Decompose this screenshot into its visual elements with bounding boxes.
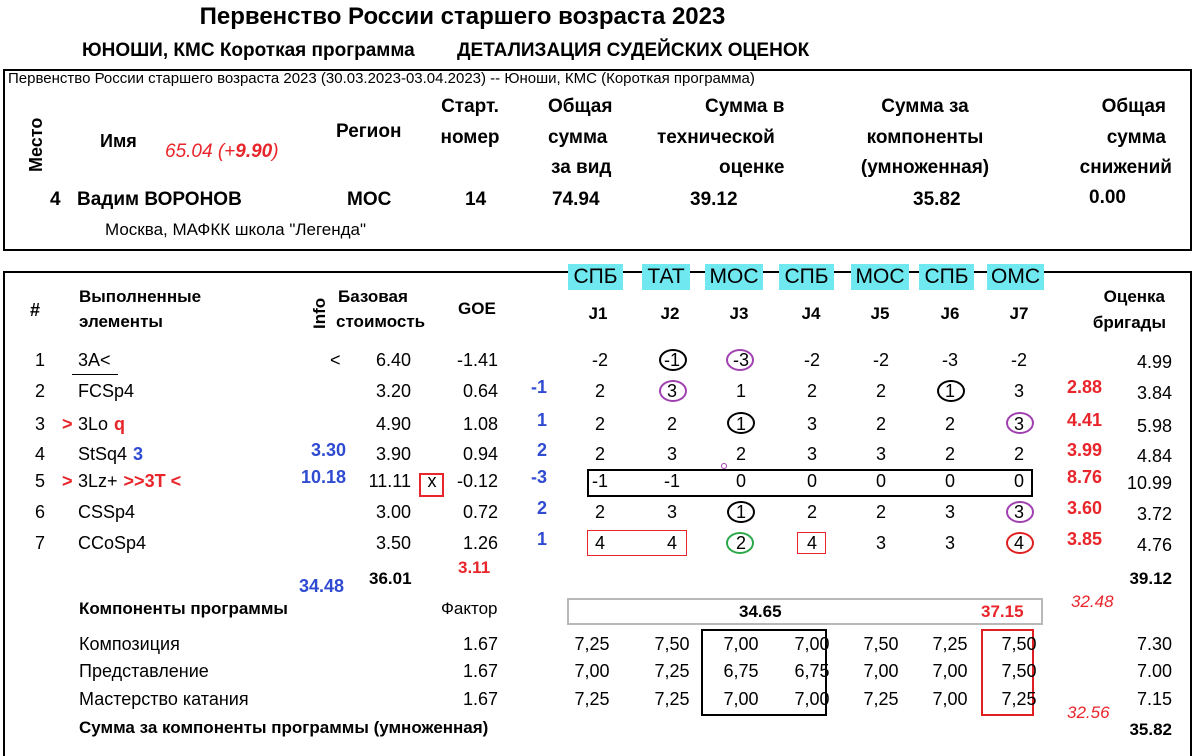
page-subtitle-right: ДЕТАЛИЗАЦИЯ СУДЕЙСКИХ ОЦЕНОК <box>457 40 810 61</box>
judge-score-j7: 0 <box>1013 471 1024 491</box>
element-goe: -0.12 <box>456 471 498 491</box>
judge-label-5: J5 <box>870 304 890 323</box>
judge-score-j2: 3 <box>666 444 677 464</box>
judge-score-j7: 3 <box>1013 414 1024 434</box>
score-annotation <box>165 141 279 163</box>
element-panel: 5.98 <box>1136 416 1172 436</box>
element-number: 3 <box>35 414 46 434</box>
judge-score-j2: -1 <box>663 350 680 370</box>
row1-j3-circle <box>726 349 754 371</box>
components-note-bottom: 32.56 <box>1067 703 1110 722</box>
element-name <box>62 502 141 523</box>
component-factor: 1.67 <box>462 689 498 709</box>
element-code: CCoSp4 <box>78 533 147 553</box>
judge-score-j5: 3 <box>875 533 886 553</box>
judge-score-j3: 2 <box>735 533 746 553</box>
skater-total: 74.94 <box>552 189 600 210</box>
score-annotation-prefix: 65.04 (+ <box>165 141 236 162</box>
page-subtitle-left: ЮНОШИ, КМС Короткая программа <box>82 40 415 61</box>
judge-score-j6: 2 <box>944 444 955 464</box>
col-total-header-2: сумма <box>548 127 608 148</box>
component-score-j3: 6,75 <box>723 661 759 681</box>
page-title: Первенство России старшего возраста 2023 <box>199 3 726 30</box>
element-number: 6 <box>35 502 46 522</box>
skater-region: МОС <box>347 189 392 210</box>
component-score-j5: 7,00 <box>863 661 899 681</box>
event-line: Первенство России старшего возраста 2023 (30.03.2023-03.04.2023) -- Юноши, КМС (Короткая программа) <box>8 70 755 87</box>
judge-score-j6: 2 <box>944 414 955 434</box>
element-panel: 10.99 <box>1126 473 1172 493</box>
element-goe: 0.94 <box>462 444 498 464</box>
judge-score-j7: 3 <box>1013 381 1024 401</box>
judge-score-j3: 1 <box>735 381 746 401</box>
col-elements-header-2: элементы <box>79 312 163 331</box>
col-pcs-header-3: (умноженная) <box>860 157 990 178</box>
judge-score-j6: -3 <box>941 350 958 370</box>
skater-club: Москва, МАФКК школа "Легенда" <box>105 220 367 239</box>
judge-score-j1: -1 <box>591 471 608 491</box>
element-name <box>62 533 152 554</box>
col-ded-header-2: сумма <box>1106 127 1166 148</box>
col-panel-header-2: бригады <box>1092 313 1166 332</box>
judge-score-j5: 3 <box>875 444 886 464</box>
component-score-j1: 7,00 <box>574 661 610 681</box>
judge-score-j5: -2 <box>872 350 889 370</box>
element-underline <box>72 374 118 375</box>
element-base: 3.90 <box>375 444 411 464</box>
col-goe-header: GOE <box>458 299 496 318</box>
component-score-j7: 7,50 <box>1001 661 1037 681</box>
row5-judges-box <box>587 469 1033 497</box>
element-note: 3.30 <box>310 440 346 460</box>
col-panel-header-1: Оценка <box>1103 287 1165 306</box>
judge-score-j1: 2 <box>594 502 605 522</box>
col-info-header: Info <box>310 297 329 329</box>
element-code: 3Lo <box>78 414 109 434</box>
element-name <box>62 471 181 492</box>
components-box-left: 34.65 <box>739 602 782 621</box>
col-ded-header-3: снижений <box>1079 157 1172 178</box>
row3-j3-circle <box>727 412 755 434</box>
element-suffix: q <box>114 414 126 434</box>
component-score-j7: 7,50 <box>1001 634 1037 654</box>
component-score-j1: 7,25 <box>574 634 610 654</box>
element-red-value: 4.41 <box>1067 410 1103 430</box>
col-pcs-header-1: Сумма за <box>881 96 969 117</box>
judge-fed-1: СПБ <box>568 264 623 290</box>
element-name <box>62 381 140 402</box>
components-factor-label: Фактор <box>441 599 498 618</box>
component-score-j4: 6,75 <box>794 661 830 681</box>
element-info: < <box>330 350 341 370</box>
skater-deductions: 0.00 <box>1089 187 1126 208</box>
judge-score-j3: 2 <box>735 444 746 464</box>
component-score-j2: 7,25 <box>654 661 690 681</box>
element-prefix: > <box>62 471 73 491</box>
component-panel: 7.15 <box>1136 689 1172 709</box>
sum-base: 36.01 <box>369 569 412 588</box>
element-code: StSq4 <box>78 444 128 464</box>
judge-score-j2: 2 <box>666 414 677 434</box>
judge-score-j1: -2 <box>591 350 608 370</box>
judge-label-3: J3 <box>729 304 749 323</box>
element-base: 3.20 <box>375 381 411 401</box>
col-name-header: Имя <box>100 131 137 151</box>
component-score-j5: 7,25 <box>863 689 899 709</box>
col-tes-header-3: оценке <box>719 157 785 178</box>
skater-pcs: 35.82 <box>913 189 961 210</box>
judge-score-j1: 2 <box>594 381 605 401</box>
element-goe-adjust: 2 <box>536 498 547 518</box>
component-score-j6: 7,00 <box>932 689 968 709</box>
component-factor: 1.67 <box>462 634 498 654</box>
element-base: 11.11 <box>368 471 411 491</box>
element-base: 6.40 <box>375 350 411 370</box>
col-pcs-header-2: компоненты <box>866 127 984 148</box>
component-score-j7: 7,25 <box>1001 689 1037 709</box>
element-number: 7 <box>35 533 46 553</box>
judge-score-j5: 0 <box>875 471 886 491</box>
judge-score-j7: 4 <box>1013 533 1024 553</box>
judge-score-j4: 2 <box>806 502 817 522</box>
row6-j3-circle <box>727 501 755 523</box>
element-red-value: 3.85 <box>1067 529 1103 549</box>
judge-label-1: J1 <box>588 304 608 323</box>
component-score-j4: 7,00 <box>794 689 830 709</box>
skater-place: 4 <box>50 189 61 210</box>
element-suffix: 3 <box>133 444 144 464</box>
element-code: FCSp4 <box>78 381 135 401</box>
component-score-j1: 7,25 <box>574 689 610 709</box>
component-name: Композиция <box>79 634 180 654</box>
judge-score-j4: 4 <box>806 533 817 553</box>
element-base: 3.00 <box>375 502 411 522</box>
col-base-header-1: Базовая <box>338 287 408 306</box>
judge-score-j2: 3 <box>666 502 677 522</box>
element-goe: 0.72 <box>462 502 498 522</box>
judge-score-j1: 4 <box>594 533 605 553</box>
judge-score-j6: 1 <box>944 381 955 401</box>
row2-j6-circle <box>937 380 965 402</box>
element-name <box>62 414 125 435</box>
judge-score-j3: 1 <box>735 414 746 434</box>
element-code: 3A< <box>78 350 111 370</box>
judge-score-j4: -2 <box>803 350 820 370</box>
element-red-value: 3.99 <box>1067 440 1103 460</box>
components-summary-box <box>567 598 1043 625</box>
component-panel: 7.30 <box>1136 634 1172 654</box>
element-goe: 1.08 <box>462 414 498 434</box>
component-score-j3: 7,00 <box>723 634 759 654</box>
judge-score-j7: 2 <box>1013 444 1024 464</box>
component-score-j2: 7,50 <box>654 634 690 654</box>
element-goe-adjust: 1 <box>536 410 547 430</box>
judge-score-j7: 3 <box>1013 502 1024 522</box>
stray-dot <box>721 463 727 469</box>
components-note-top: 32.48 <box>1071 592 1114 611</box>
judge-score-j4: 3 <box>806 414 817 434</box>
component-factor: 1.67 <box>462 661 498 681</box>
row7-j3-circle <box>726 532 754 554</box>
col-elements-header-1: Выполненные <box>79 287 202 306</box>
component-panel: 7.00 <box>1136 661 1172 681</box>
row3-j7-circle <box>1006 412 1034 434</box>
element-goe-adjust: -1 <box>530 377 547 397</box>
row6-j7-circle <box>1006 501 1034 523</box>
judge-score-j6: 3 <box>944 502 955 522</box>
sum-panel: 39.12 <box>1129 569 1172 588</box>
judge-fed-5: МОС <box>851 264 909 290</box>
judge-label-4: J4 <box>801 304 821 323</box>
component-name: Представление <box>79 661 209 681</box>
element-red-value: 8.76 <box>1067 467 1103 487</box>
element-code: CSSp4 <box>78 502 136 522</box>
element-base: 4.90 <box>375 414 411 434</box>
judge-score-j2: 3 <box>666 381 677 401</box>
components-total-label: Сумма за компоненты программы (умноженная) <box>79 718 489 737</box>
element-goe-adjust: 1 <box>536 529 547 549</box>
element-panel: 4.76 <box>1136 535 1172 555</box>
judge-score-j2: 4 <box>666 533 677 553</box>
col-region-header: Регион <box>336 121 402 142</box>
element-goe: 1.26 <box>462 533 498 553</box>
col-total-header-3: за вид <box>551 157 612 178</box>
judge-label-2: J2 <box>660 304 680 323</box>
row7-j4-box <box>797 532 826 554</box>
components-title: Компоненты программы <box>79 599 288 618</box>
judge-score-j3: 0 <box>735 471 746 491</box>
judge-score-j1: 2 <box>594 414 605 434</box>
score-annotation-bold: 9.90 <box>235 141 273 162</box>
judge-fed-7: ОМС <box>987 264 1044 290</box>
element-goe-adjust: 2 <box>536 440 547 460</box>
col-num-header: # <box>30 300 41 320</box>
row7-j1-j2-box <box>587 530 687 556</box>
judge-score-j4: 3 <box>806 444 817 464</box>
element-goe-adjust: -3 <box>530 467 547 487</box>
component-score-j3: 7,00 <box>723 689 759 709</box>
element-goe: 0.64 <box>462 381 498 401</box>
judge-score-j3: -3 <box>732 350 749 370</box>
judge-score-j4: 0 <box>806 471 817 491</box>
element-number: 2 <box>35 381 46 401</box>
component-score-j6: 7,25 <box>932 634 968 654</box>
col-base-header-2: стоимость <box>336 312 426 331</box>
sum-note: 34.48 <box>299 576 345 596</box>
element-panel: 3.84 <box>1136 383 1172 403</box>
component-name: Мастерство катания <box>79 689 249 709</box>
element-suffix: >>3T < <box>123 471 182 491</box>
judge-fed-2: ТАТ <box>642 264 690 290</box>
score-annotation-suffix: ) <box>272 141 279 162</box>
judge-fed-4: СПБ <box>779 264 834 290</box>
element-panel: 3.72 <box>1136 504 1172 524</box>
col-ded-header-1: Общая <box>1101 96 1166 117</box>
element-prefix: > <box>62 414 73 434</box>
element-red-value: 2.88 <box>1067 377 1103 397</box>
judge-score-j5: 2 <box>875 414 886 434</box>
row5-x-box <box>419 473 444 497</box>
judge-score-j3: 1 <box>735 502 746 522</box>
judge-fed-3: МОС <box>705 264 763 290</box>
skater-start-no: 14 <box>465 189 487 210</box>
row2-j2-circle <box>659 380 687 402</box>
judge-label-7: J7 <box>1009 304 1029 323</box>
skater-name: Вадим ВОРОНОВ <box>77 189 242 210</box>
col-total-header-1: Общая <box>548 96 613 117</box>
col-start-header-1: Старт. <box>441 96 499 117</box>
element-number: 4 <box>35 444 46 464</box>
judge-score-j6: 3 <box>944 533 955 553</box>
component-score-j2: 7,25 <box>654 689 690 709</box>
element-name <box>62 444 143 465</box>
skater-tes: 39.12 <box>690 189 738 210</box>
col-place-header: Место <box>26 117 46 172</box>
element-note: 10.18 <box>300 467 346 487</box>
judge-score-j7: -2 <box>1010 350 1027 370</box>
components-box-right: 37.15 <box>981 602 1024 621</box>
element-panel: 4.84 <box>1136 446 1172 466</box>
judge-score-j5: 2 <box>875 502 886 522</box>
row1-j2-circle <box>659 349 687 371</box>
col-start-header-2: номер <box>440 127 500 148</box>
judge-score-j6: 0 <box>944 471 955 491</box>
sum-goe: 3.11 <box>458 558 491 577</box>
judge-score-j2: -1 <box>663 471 680 491</box>
element-panel: 4.99 <box>1136 352 1172 372</box>
component-score-j5: 7,50 <box>863 634 899 654</box>
judge-score-j4: 2 <box>806 381 817 401</box>
element-name <box>62 350 117 371</box>
component-score-j6: 7,00 <box>932 661 968 681</box>
judge-score-j1: 2 <box>594 444 605 464</box>
col-tes-header-1: Сумма в <box>705 96 785 117</box>
element-x-mark: x <box>427 471 437 491</box>
element-number: 5 <box>35 471 46 491</box>
element-code: 3Lz+ <box>78 471 118 491</box>
element-red-value: 3.60 <box>1067 498 1103 518</box>
judge-score-j5: 2 <box>875 381 886 401</box>
components-total: 35.82 <box>1129 720 1172 739</box>
judge-label-6: J6 <box>940 304 960 323</box>
element-goe: -1.41 <box>456 350 498 370</box>
element-base: 3.50 <box>375 533 411 553</box>
component-score-j4: 7,00 <box>794 634 830 654</box>
row7-j7-circle <box>1006 532 1034 554</box>
col-tes-header-2: технической <box>657 127 775 148</box>
judge-fed-6: СПБ <box>919 264 974 290</box>
element-number: 1 <box>35 350 46 370</box>
